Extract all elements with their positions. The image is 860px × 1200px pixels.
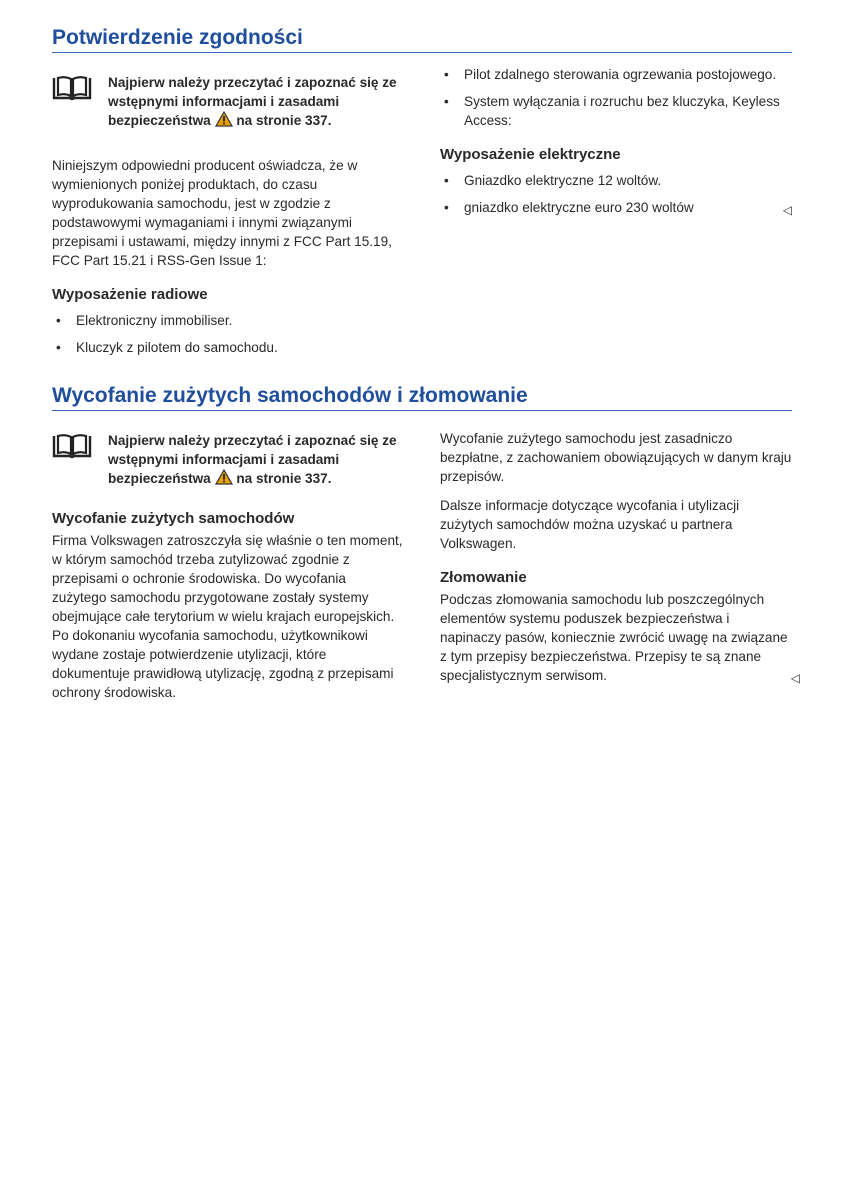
notice-page-ref: na stronie 337.	[236, 113, 332, 128]
notice-box	[52, 73, 404, 130]
list-item: • Pilot zdalnego sterowania ogrzewania postojowego.	[440, 65, 792, 84]
radio-list	[52, 311, 404, 357]
end-marker-icon: ◁	[782, 203, 792, 217]
list-item: • System wyłączania i rozruchu bez kluczyka, Keyless Access:	[440, 92, 792, 130]
left-column	[52, 53, 404, 357]
intro-paragraph: Niniejszym odpowiedni producent oświadcza, że w wymienionych poniżej produktach, do czasu wyprodukowania samochodu, jest w zgodzie z podstawowymi wymaganiami i innymi związanymi przepisami i ustawami, między innymi z FCC Part 15.19, FCC Part 15.21 i RSS-Gen Issue 1:	[52, 158, 392, 268]
electric-heading: Wyposażenie elektryczne	[440, 146, 621, 163]
section-vehicle-recycling	[52, 384, 800, 702]
list-item: • Gniazdko elektryczne 12 woltów.	[440, 171, 792, 190]
list-item: • Elektroniczny immobiliser.	[52, 311, 404, 330]
recycling-heading: Wycofanie zużytych samochodów	[52, 510, 295, 527]
electric-list	[440, 171, 792, 217]
radio-heading: Wyposażenie radiowe	[52, 286, 208, 303]
info-paragraph: Dalsze informacje dotyczące wycofania i utylizacji zużytych samochdów można uzyskać u partnera Volkswagen.	[440, 498, 740, 551]
scrapping-paragraph: Podczas złomowania samochodu lub poszczególnych elementów systemu poduszek bezpieczeństwa i napinaczy pasów, koniecznie zwrócić uwagę na związane z tym przepisy bezpieczeństwa. Przepisy te są znane specjalistycznym serwisom.	[440, 592, 788, 683]
right-column	[440, 53, 792, 357]
book-icon	[52, 75, 92, 101]
scrapping-heading: Złomowanie	[440, 569, 527, 586]
end-marker-icon: ◁	[790, 671, 800, 685]
notice-box	[52, 431, 404, 488]
right-column	[440, 411, 800, 702]
notice-text: Najpierw należy przeczytać i zapoznać się ze wstępnymi informacjami i zasadami bezpieczeństwa	[108, 75, 397, 128]
notice-text: Najpierw należy przeczytać i zapoznać się ze wstępnymi informacjami i zasadami bezpieczeństwa	[108, 433, 397, 486]
remote-list	[440, 65, 792, 130]
list-item: • Kluczyk z pilotem do samochodu.	[52, 338, 404, 357]
warning-icon	[215, 111, 233, 127]
section-title: Wycofanie zużytych samochodów i złomowanie	[52, 384, 792, 411]
notice-page-ref: na stronie 337.	[236, 471, 332, 486]
recycling-paragraph: Firma Volkswagen zatroszczyła się właśnie o ten moment, w którym samochód trzeba zutylizować zgodnie z przepisami o ochronie środowiska. Do wycofania zużytego samochodu przygotowane zostały systemy obejmujące całe terytorium w wielu krajach europejskich. Po dokonaniu wycofania samochodu, użytkownikowi wydane zostaje potwierdzenie utylizacji, które dokumentuje prawidłową utylizację, zgodną z przepisami ochrony środowiska.	[52, 533, 403, 700]
section-conformity	[52, 26, 792, 357]
section-title: Potwierdzenie zgodności	[52, 26, 792, 53]
warning-icon	[215, 469, 233, 485]
cost-paragraph: Wycofanie zużytego samochodu jest zasadniczo bezpłatne, z zachowaniem obowiązujących w danym kraju przepisów.	[440, 431, 792, 484]
left-column	[52, 411, 404, 702]
book-icon	[52, 433, 92, 459]
list-item: • gniazdko elektryczne euro 230 woltów	[440, 198, 792, 217]
